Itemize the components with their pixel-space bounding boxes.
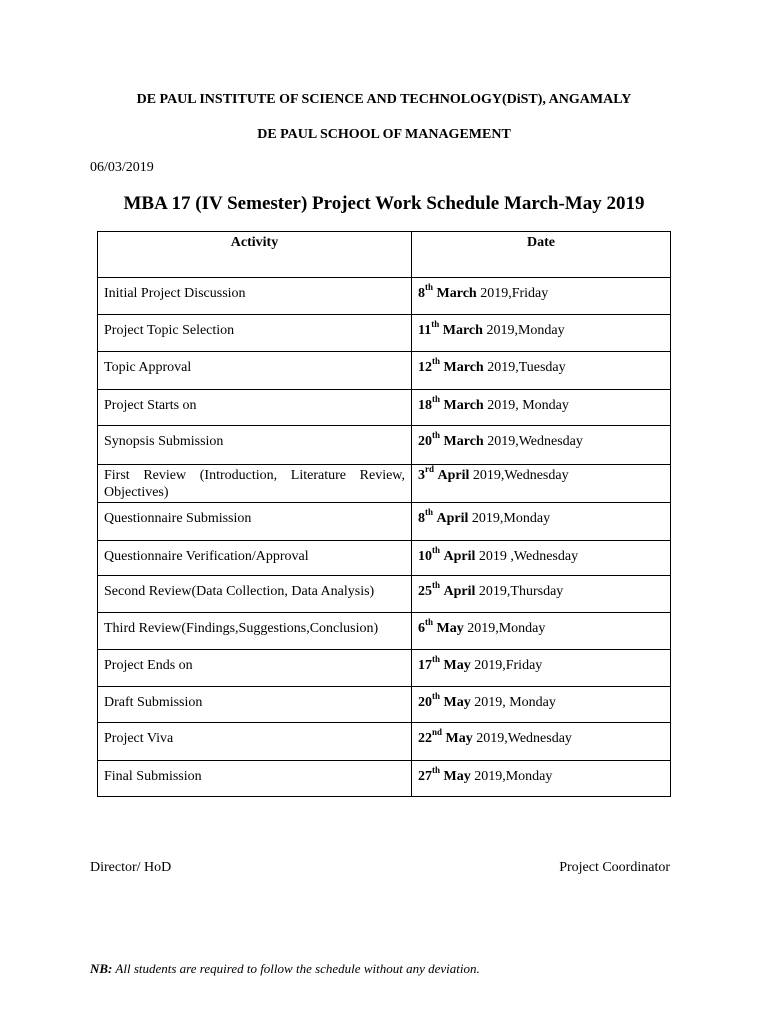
table-row xyxy=(98,503,671,541)
table-row xyxy=(98,613,671,650)
activity-cell: Project Topic Selection xyxy=(98,315,412,352)
table-row xyxy=(98,390,671,426)
date-year-weekday: 2019,Friday xyxy=(470,658,543,673)
date-cell xyxy=(412,576,671,613)
date-day: 8 xyxy=(418,511,425,526)
date-month: May xyxy=(436,621,464,636)
activity-cell: Synopsis Submission xyxy=(98,426,412,465)
school-name: DE PAUL SCHOOL OF MANAGEMENT xyxy=(257,127,511,142)
date-year-weekday: 2019,Tuesday xyxy=(483,360,566,375)
date-cell xyxy=(412,315,671,352)
date-year-weekday: 2019,Monday xyxy=(468,511,551,526)
date-day: 20 xyxy=(418,434,432,449)
date-year-weekday: 2019,Wednesday xyxy=(469,468,569,483)
date-cell xyxy=(412,687,671,723)
table-row xyxy=(98,426,671,465)
date-day-suffix: rd xyxy=(425,464,434,475)
date-month: May xyxy=(443,658,471,673)
date-day: 11 xyxy=(418,323,432,338)
date-day-suffix: th xyxy=(432,765,441,776)
date-day: 18 xyxy=(418,398,432,413)
date-year-weekday: 2019, Monday xyxy=(483,398,569,413)
date-day-suffix: th xyxy=(425,617,434,628)
date-year-weekday: 2019, Monday xyxy=(470,695,556,710)
date-cell xyxy=(412,650,671,687)
date-cell xyxy=(412,503,671,541)
date-day-suffix: th xyxy=(432,394,441,405)
activity-cell: Final Submission xyxy=(98,761,412,797)
date-month: May xyxy=(443,769,471,784)
date-day: 3 xyxy=(418,468,425,483)
date-day: 6 xyxy=(418,621,425,636)
table-row xyxy=(98,541,671,576)
date-day-suffix: th xyxy=(425,507,434,518)
table-row xyxy=(98,278,671,315)
table-row xyxy=(98,352,671,390)
footnote xyxy=(90,961,480,977)
date-day-suffix: th xyxy=(432,654,441,665)
activity-cell: Draft Submission xyxy=(98,687,412,723)
date-year-weekday: 2019,Wednesday xyxy=(472,731,572,746)
document-title: MBA 17 (IV Semester) Project Work Schedule March-May 2019 xyxy=(123,193,645,214)
date-year-weekday: 2019,Monday xyxy=(463,621,546,636)
date-year-weekday: 2019,Monday xyxy=(482,323,565,338)
date-month: April xyxy=(443,584,476,599)
date-cell xyxy=(412,390,671,426)
date-year-weekday: 2019,Friday xyxy=(476,286,549,301)
date-month: March xyxy=(443,434,484,449)
date-month: March xyxy=(442,323,483,338)
activity-cell: Third Review(Findings,Suggestions,Conclusion) xyxy=(98,613,412,650)
activity-cell: Second Review(Data Collection, Data Analysis) xyxy=(98,576,412,613)
date-day: 25 xyxy=(418,584,432,599)
date-day: 8 xyxy=(418,286,425,301)
date-day-suffix: nd xyxy=(432,727,443,738)
date-day-suffix: th xyxy=(432,580,441,591)
activity-cell: First Review (Introduction, Literature Review, Objectives) xyxy=(98,465,412,503)
date-day-suffix: th xyxy=(432,545,441,556)
table-row xyxy=(98,687,671,723)
table-row xyxy=(98,315,671,352)
date-day: 12 xyxy=(418,360,432,375)
activity-cell: Questionnaire Submission xyxy=(98,503,412,541)
date-month: March xyxy=(436,286,477,301)
table-header-row xyxy=(98,232,671,278)
date-cell xyxy=(412,541,671,576)
date-day-suffix: th xyxy=(432,356,441,367)
date-month: March xyxy=(443,360,484,375)
date-month: March xyxy=(443,398,484,413)
date-year-weekday: 2019 ,Wednesday xyxy=(475,549,579,564)
date-month: May xyxy=(445,731,473,746)
date-year-weekday: 2019,Thursday xyxy=(475,584,564,599)
activity-cell: Project Starts on xyxy=(98,390,412,426)
activity-cell: Questionnaire Verification/Approval xyxy=(98,541,412,576)
date-year-weekday: 2019,Monday xyxy=(470,769,553,784)
date-day: 10 xyxy=(418,549,432,564)
date-cell xyxy=(412,723,671,761)
footnote-label: NB: xyxy=(90,961,113,976)
director-signature-label: Director/ HoD xyxy=(90,860,172,875)
date-cell xyxy=(412,352,671,390)
date-month: May xyxy=(443,695,471,710)
date-day-suffix: th xyxy=(425,282,434,293)
activity-cell: Project Viva xyxy=(98,723,412,761)
date-cell xyxy=(412,278,671,315)
date-year-weekday: 2019,Wednesday xyxy=(483,434,583,449)
table-row xyxy=(98,465,671,503)
activity-cell: Initial Project Discussion xyxy=(98,278,412,315)
date-cell xyxy=(412,613,671,650)
activity-cell: Topic Approval xyxy=(98,352,412,390)
schedule-table xyxy=(97,231,671,797)
date-month: April xyxy=(437,468,470,483)
date-header: Date xyxy=(412,232,671,278)
table-row xyxy=(98,723,671,761)
date-day: 27 xyxy=(418,769,432,784)
date-day-suffix: th xyxy=(431,319,440,330)
table-row xyxy=(98,761,671,797)
date-day: 17 xyxy=(418,658,432,673)
date-cell xyxy=(412,426,671,465)
document-date: 06/03/2019 xyxy=(90,160,154,175)
institute-name: DE PAUL INSTITUTE OF SCIENCE AND TECHNOLOGY(DiST), ANGAMALY xyxy=(136,92,632,107)
date-month: April xyxy=(436,511,469,526)
date-cell xyxy=(412,761,671,797)
table-row xyxy=(98,650,671,687)
date-day: 22 xyxy=(418,731,432,746)
date-day-suffix: th xyxy=(432,691,441,702)
date-month: April xyxy=(443,549,476,564)
date-day: 20 xyxy=(418,695,432,710)
date-cell xyxy=(412,465,671,503)
table-row xyxy=(98,576,671,613)
schedule-rows xyxy=(98,278,671,797)
activity-cell: Project Ends on xyxy=(98,650,412,687)
coordinator-signature-label: Project Coordinator xyxy=(559,860,670,875)
activity-header: Activity xyxy=(98,232,412,278)
footnote-text: All students are required to follow the schedule without any deviation. xyxy=(112,961,480,976)
date-day-suffix: th xyxy=(432,430,441,441)
